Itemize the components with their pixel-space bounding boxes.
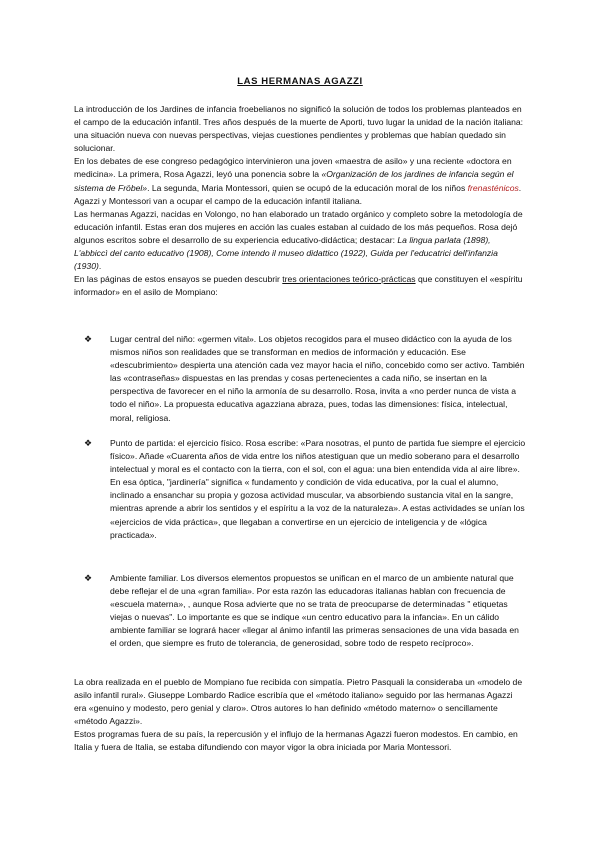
underlined-phrase: tres orientaciones teórico-prácticas: [282, 274, 416, 285]
closing-section: [74, 676, 526, 755]
closing-paragraph: Estos programas fuera de su país, la repercusión y el influjo de la hermanas Agazzi fueron modestos. En cambio, en Italia y fuera de Italia, se estaba difundiendo con mayor vigor la obra iniciada por Maria Montessori.: [74, 729, 518, 753]
intro-paragraph: [74, 208, 526, 273]
paragraph-text: . Agazzi y Montessori van a ocupar el campo de la educación infantil italiana.: [74, 182, 522, 206]
intro-paragraph: [74, 103, 526, 155]
intro-section: [74, 103, 526, 299]
highlighted-term: frenasténicos: [467, 182, 519, 193]
paragraph-text: que constituyen el «espíritu informador» en el asilo de Mompiano:: [74, 274, 523, 298]
intro-paragraph: [74, 273, 526, 299]
paragraph-text: La introducción de los Jardines de infancia froebelianos no significó la solución de todos los problemas planteados en el campo de la educación infantil. Tres años después de la muerte de Aporti, tuvo lugar la unidad de la nación italiana: una situación nueva con nuevas perspectivas, viejas cuestiones pendientes y problemas que habían quedado sin solucionar.: [74, 104, 524, 154]
list-item: [84, 333, 526, 425]
diamond-bullet-icon: ❖: [84, 438, 93, 448]
paragraph-text: En las páginas de estos ensayos se pueden descubrir: [74, 274, 283, 285]
intro-paragraph: [74, 155, 526, 207]
italic-title: «Organización de los jardines de infancia según el sistema de Fröbel»: [74, 169, 514, 193]
paragraph-text: . La segunda, Maria Montessori, quien se ocupó de la educación moral de los niños: [147, 182, 468, 193]
list-item-text: Lugar central del niño: «germen vital». Los objetos recogidos para el museo didáctico con la ayuda de los mismos niños son realidades que se transforman en medios de información y educación. Ese «descubrimiento» despierta una atención cada vez mayor hacia el niño, concebido como ser activo. También las «contraseñas» dispuestas en las prendas y cosas pertenecientes a cada niño, se insertan en la perspectiva de favorecer en el niño la armonía de su desarrollo. Rosa, invita a «no perder nunca de vista a todo el niño». La propuesta educativa agazziana abraza, pues, todas las dimensiones: física, intelectual, moral, religiosa.: [110, 334, 525, 423]
diamond-bullet-icon: ❖: [84, 334, 93, 344]
paragraph-text: .: [98, 261, 102, 272]
list-item: [84, 437, 526, 542]
paragraph-text: En los debates de ese congreso pedagógico intervinieron una joven «maestra de asilo» y una reciente «doctora en medicina». La primera, Rosa Agazzi, leyó una ponencia sobre la: [74, 156, 512, 180]
paragraph-text: Las hermanas Agazzi, nacidas en Volongo, no han elaborado un tratado orgánico y completo sobre la metodología de educación infantil. Estas eran dos mujeres en acción las cuales estaban al cuidado de los más pequeños. Rosa dejó algunos escritos sobre el desarrollo de su experiencia educativo-didáctica; destacar:: [74, 208, 523, 245]
diamond-bullet-icon: ❖: [84, 573, 93, 583]
list-item: [84, 572, 526, 651]
list-item-text: Punto de partida: el ejercicio físico. Rosa escribe: «Para nosotras, el punto de partida fue siempre el ejercicio físico». Añade «Cuarenta años de vida entre los niños atestiguan que un medio soberano para el desarrollo intelectual y moral es el contacto con la tierra, con el sol, con el agua: una bien entendida vida al aire libre». En esa óptica, "jardinería" significa « fundamento y condición de vida educativa, por la cual el alumno, inclinado a ensanchar su propia y gozosa actividad muscular, va absorbiendo sustancia vital en la sangre, mientras aprende a abrir los sentidos y el espíritu a la voz de la naturaleza». A estas actividades se unían los «ejercicios de vida práctica», que llegaban a convertirse en un ejercicio de inteligencia y de «lógica practicada».: [110, 438, 526, 540]
closing-paragraph: La obra realizada en el pueblo de Mompiano fue recibida con simpatía. Pietro Pasquali la consideraba un «modelo de asilo infantil rural». Giuseppe Lombardo Radice escribía que el «método italiano» seguido por las hermanas Agazzi era «genuino y modesto, pero genial y claro». Otros autores lo han definido «método materno» o sencillamente «método Agazzi».: [74, 677, 523, 727]
list-item-text: Ambiente familiar. Los diversos elementos propuestos se unifican en el marco de un ambiente natural que debe reflejar el de una «gran familia». Por esta razón las educadoras italianas hablan con frecuencia de «escuela materna», , aunque Rosa advierte que no se trata de preocuparse de determinadas " etiquetas viejas o nuevas". Lo importante es que se indique «un centro educativo para la infancia». En un cálido ambiente familiar se logrará hacer «llegar al ánimo infantil las primeras sensaciones de una vida basada en el orden, que siempre es fruto de tolerancia, de generosidad, sobre todo de respeto recíproco».: [110, 573, 519, 649]
italic-works-list: La lingua parlata (1898), L'abbiccì del canto educativo (1908), Come intendo il museo didattico (1922), Guida per l'educatrici dell'infanzia (1930): [74, 234, 498, 272]
document-title: LAS HERMANAS AGAZZI: [237, 76, 363, 87]
